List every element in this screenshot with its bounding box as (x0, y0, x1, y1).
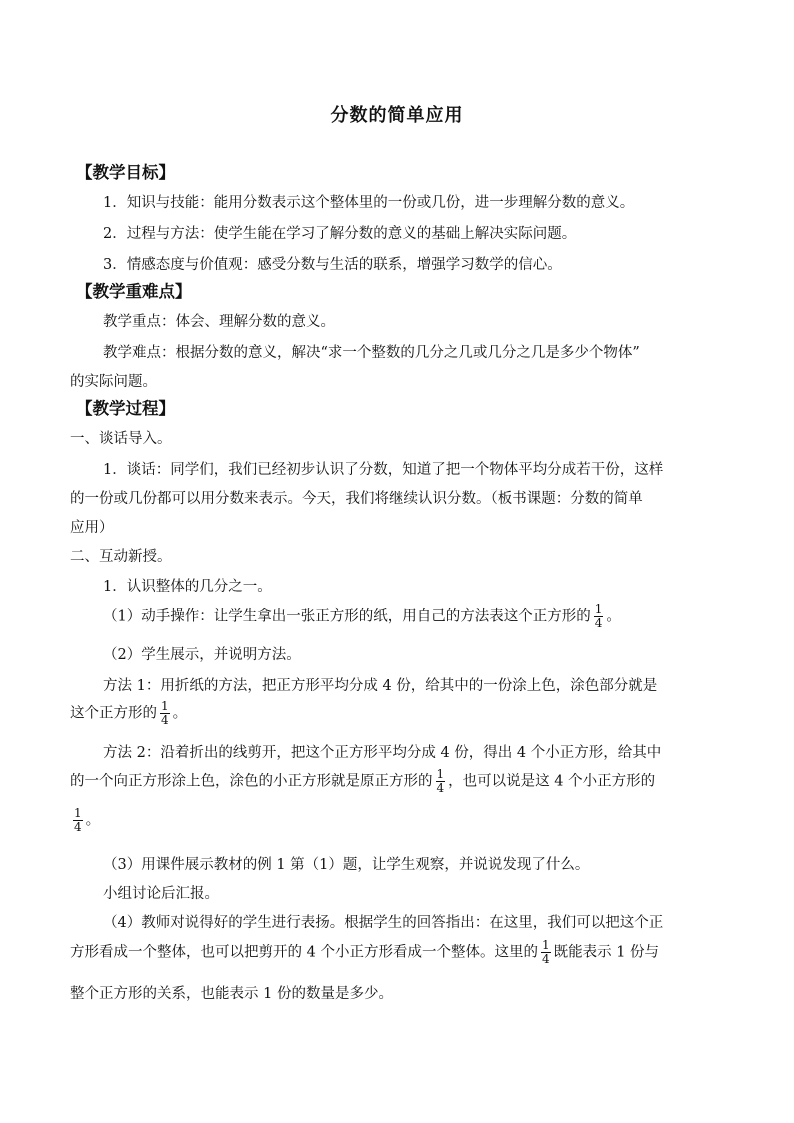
fraction-denominator: 4 (436, 781, 445, 795)
operation-4-line-2 (70, 939, 730, 966)
method-1-line-2 (70, 700, 730, 727)
fraction-one-quarter (436, 768, 446, 795)
fraction-one-quarter (541, 939, 551, 966)
goal-item-1: 1．知识与技能：能用分数表示这个整体里的一份或几份，进一步理解分数的意义。 (103, 195, 635, 211)
method-2-line-1: 方法 2：沿着折出的线剪开，把这个正方形平均分成 4 份，得出 4 个小正方形，给其中 (103, 745, 662, 761)
fraction-denominator: 4 (74, 820, 82, 834)
fraction-denominator: 4 (541, 952, 550, 966)
goal-item-2: 2．过程与方法：使学生能在学习了解分数的意义的基础上解决实际问题。 (103, 226, 577, 242)
fraction-one-quarter (160, 700, 170, 727)
part2-title: 二、互动新授。 (70, 549, 172, 565)
part1-para-line-2: 的一份或几份都可以用分数来表示。今天，我们将继续认识分数。（板书课题：分数的简单 (70, 491, 643, 507)
operation-3: （3）用课件展示教材的例 1 第（1）题，让学生观察，并说说发现了什么。 (103, 857, 590, 873)
key-difficulty-line-2: 的实际问题。 (70, 374, 157, 390)
key-difficulty-line-1: 教学难点：根据分数的意义，解决“求一个整数的几分之几或几分之几是多少个物体” (103, 345, 640, 361)
operation-1-end: 。 (606, 608, 621, 625)
fraction-numerator: 1 (74, 806, 82, 820)
part1-para-line-1: 1．谈话：同学们，我们已经初步认识了分数，知道了把一个物体平均分成若干份，这样 (103, 462, 664, 478)
method-2-end: 。 (85, 812, 101, 829)
group-discussion: 小组讨论后汇报。 (103, 886, 219, 902)
operation-4-line-1: （4）教师对说得好的学生进行表扬。根据学生的回答指出：在这里，我们可以把这个正 (103, 915, 664, 931)
fraction-one-quarter (594, 603, 604, 630)
part1-para-line-3: 应用） (70, 520, 114, 536)
fraction-denominator: 4 (161, 713, 169, 727)
fraction-numerator: 1 (161, 699, 169, 713)
method-2-text-b: ，也可以说是这 4 个小正方形的 (448, 773, 656, 790)
method-1-line-1: 方法 1：用折纸的方法，把正方形平均分成 4 份，给其中的一份涂上色，涂色部分就是 (103, 678, 658, 694)
fraction-denominator: 4 (594, 616, 603, 630)
fraction-one-quarter (73, 807, 83, 834)
heading-teaching-process: 【教学过程】 (76, 399, 175, 418)
method-2-line-3 (70, 807, 730, 834)
part1-title: 一、谈话导入。 (70, 431, 172, 447)
key-focus: 教学重点：体会、理解分数的意义。 (103, 314, 335, 330)
fraction-numerator: 1 (594, 602, 603, 616)
document-title: 分数的简单应用 (330, 105, 464, 126)
heading-key-points: 【教学重难点】 (76, 282, 192, 301)
fraction-numerator: 1 (436, 767, 445, 781)
heading-teaching-goals: 【教学目标】 (76, 163, 175, 182)
operation-1 (103, 603, 763, 630)
operation-2: （2）学生展示，并说明方法。 (103, 647, 301, 663)
operation-1-text: （1）动手操作：让学生拿出一张正方形的纸，用自己的方法表这个正方形的 (103, 608, 591, 625)
goal-item-3: 3．情感态度与价值观：感受分数与生活的联系，增强学习数学的信心。 (103, 257, 562, 273)
step1-title: 1．认识整体的几分之一。 (103, 579, 272, 595)
operation-4-text-a: 方形看成一个整体，也可以把剪开的 4 个小正方形看成一个整体。这里的 (70, 944, 538, 961)
method-1-end: 。 (172, 705, 188, 722)
method-2-line-2 (70, 768, 730, 795)
method-2-text-a: 的一个向正方形涂上色，涂色的小正方形就是原正方形的 (70, 773, 433, 790)
fraction-numerator: 1 (541, 938, 550, 952)
operation-4-line-3: 整个正方形的关系，也能表示 1 份的数量是多少。 (70, 986, 393, 1002)
operation-4-text-b: 既能表示 1 份与 (553, 944, 660, 961)
method-1-text: 这个正方形的 (70, 705, 157, 722)
